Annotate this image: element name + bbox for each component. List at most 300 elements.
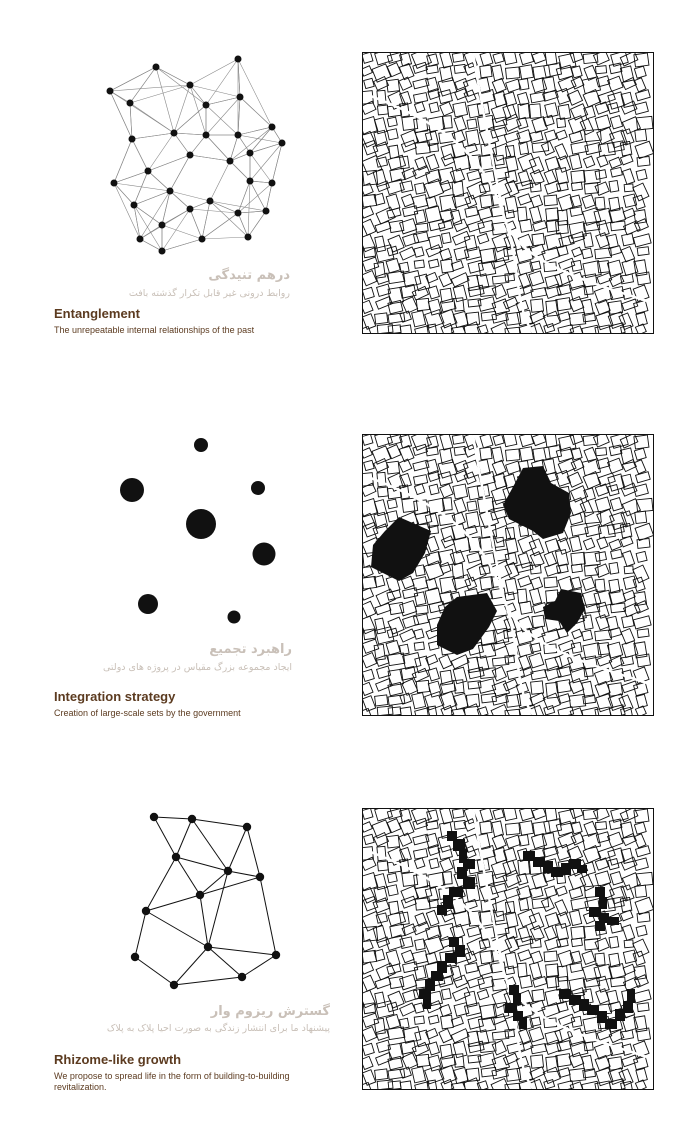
section-rhizome xyxy=(0,760,700,1134)
building-plot xyxy=(583,233,593,248)
building-plot xyxy=(364,78,375,88)
network-node xyxy=(153,64,160,71)
building-plot xyxy=(610,116,622,129)
building-plot xyxy=(609,197,620,211)
building-plot xyxy=(517,117,528,129)
building-plot xyxy=(478,207,492,219)
fa-subtitle: روابط درونی غیر قابل تکرار گذشته بافت xyxy=(128,288,290,299)
network-edge xyxy=(132,133,174,139)
entanglement-network-diagram xyxy=(90,45,310,275)
network-edge xyxy=(210,161,230,201)
network-node xyxy=(111,180,118,187)
network-node xyxy=(247,150,254,157)
en-title: Entanglement xyxy=(54,306,140,321)
building-plot xyxy=(529,271,544,286)
network-edge xyxy=(154,817,176,857)
network-node xyxy=(187,152,194,159)
building-plot xyxy=(505,210,515,219)
dot xyxy=(228,611,241,624)
network-edge xyxy=(130,103,132,139)
network-node xyxy=(142,907,150,915)
network-node xyxy=(269,124,276,131)
building-plot xyxy=(451,261,463,271)
en-title: Rhizome-like growth xyxy=(54,1052,182,1067)
building-plot xyxy=(414,93,428,104)
network-edge xyxy=(190,85,240,97)
building-plot xyxy=(477,234,488,244)
building-plot xyxy=(412,311,426,327)
network-edge xyxy=(190,59,238,85)
building-plot xyxy=(388,235,404,252)
building-plot xyxy=(454,64,466,73)
network-node xyxy=(243,823,251,831)
building-plot xyxy=(480,53,493,66)
network-edge xyxy=(146,857,176,911)
building-plot xyxy=(637,272,651,285)
network-node xyxy=(256,873,264,881)
network-edge xyxy=(130,103,174,133)
building-plot xyxy=(492,285,506,299)
building-plot xyxy=(609,157,621,168)
building-plot xyxy=(416,298,429,310)
building-plot xyxy=(400,325,412,333)
network-node xyxy=(247,178,254,185)
urban-fabric-map-integration xyxy=(362,434,654,716)
building-plot xyxy=(363,66,372,76)
network-edge xyxy=(206,105,238,135)
building-plot xyxy=(505,327,520,333)
building-plot xyxy=(636,312,647,326)
network-edge xyxy=(148,155,190,171)
building-plot xyxy=(414,210,426,224)
network-edge xyxy=(202,201,210,239)
building-plot xyxy=(429,259,440,268)
building-plot xyxy=(584,183,598,194)
network-edge xyxy=(170,155,190,191)
network-edge xyxy=(206,135,230,161)
network-edge xyxy=(174,133,206,135)
network-node xyxy=(137,236,144,243)
building-plot xyxy=(593,53,609,65)
building-plot xyxy=(556,130,567,140)
network-edge xyxy=(162,191,170,225)
network-edge xyxy=(202,237,248,239)
building-plot xyxy=(623,169,635,185)
building-plot xyxy=(611,221,626,231)
building-plot xyxy=(570,53,583,63)
building-plot xyxy=(427,54,439,66)
building-plot xyxy=(429,235,443,249)
building-plot xyxy=(441,259,454,273)
network-node xyxy=(129,136,136,143)
building-plot xyxy=(570,285,588,301)
network-edge xyxy=(162,239,202,251)
revitalized-chain xyxy=(589,887,619,931)
network-edge xyxy=(174,947,208,985)
network-node xyxy=(235,56,242,63)
building-plot xyxy=(400,247,416,260)
network-edge xyxy=(134,205,162,225)
building-plot xyxy=(518,103,530,118)
building-plot xyxy=(426,154,439,170)
building-plot xyxy=(530,206,542,222)
building-plot xyxy=(623,194,636,207)
network-node xyxy=(269,180,276,187)
building-plot xyxy=(388,325,401,333)
network-node xyxy=(131,953,139,961)
building-plot xyxy=(623,208,635,218)
building-plot xyxy=(376,157,387,167)
building-plot xyxy=(467,170,481,181)
building-plot xyxy=(582,248,593,259)
building-plot xyxy=(453,219,467,232)
building-plot xyxy=(465,207,478,218)
building-plot xyxy=(375,221,391,233)
network-edge xyxy=(230,135,238,161)
building-plot xyxy=(414,102,424,113)
network-edge xyxy=(206,97,240,105)
building-plot xyxy=(529,157,544,174)
building-plot xyxy=(609,180,619,192)
network-edge xyxy=(240,97,272,127)
building-plot xyxy=(453,285,467,302)
building-plot xyxy=(595,66,606,74)
network-node xyxy=(279,140,286,147)
network-node xyxy=(245,234,252,241)
building-plot xyxy=(468,260,484,273)
dot xyxy=(253,543,276,566)
building-plot xyxy=(518,194,531,205)
building-plot xyxy=(598,91,615,104)
fa-title: راهبرد تجمیع xyxy=(209,642,292,657)
integration-dots-diagram xyxy=(110,430,310,650)
building-plot xyxy=(624,184,633,192)
building-plot xyxy=(467,119,477,129)
building-plot xyxy=(531,288,547,298)
building-plot xyxy=(570,207,583,217)
network-edge xyxy=(156,67,190,85)
building-plot xyxy=(635,141,653,158)
network-edge xyxy=(250,181,266,211)
building-plot xyxy=(506,67,520,79)
building-plot xyxy=(454,116,466,131)
network-edge xyxy=(247,827,260,877)
revitalized-chain xyxy=(523,851,587,877)
building-plot xyxy=(634,102,649,115)
building-plot xyxy=(571,182,582,191)
building-plot xyxy=(442,233,452,244)
dot xyxy=(251,481,265,495)
building-plot xyxy=(440,180,451,191)
network-edge xyxy=(114,183,170,191)
large-block xyxy=(437,593,497,655)
building-plot xyxy=(414,260,424,268)
building-plot xyxy=(580,119,593,135)
network-edge xyxy=(148,133,174,171)
building-plot xyxy=(582,325,600,333)
building-plot xyxy=(517,207,527,221)
dot xyxy=(120,478,144,502)
en-subtitle: We propose to spread life in the form of building-to-building revitalization. xyxy=(54,1071,290,1092)
building-plot xyxy=(637,247,649,256)
building-plot xyxy=(375,236,386,252)
revitalized-chain xyxy=(419,937,465,1009)
building-plot xyxy=(401,194,414,207)
network-edge xyxy=(174,133,190,155)
network-edge xyxy=(238,213,248,237)
building-plot xyxy=(556,65,573,80)
building-plot xyxy=(595,182,609,195)
building-plot xyxy=(546,208,559,221)
building-plot xyxy=(503,104,517,120)
network-edge xyxy=(260,877,276,955)
building-plot xyxy=(387,117,397,127)
network-edge xyxy=(162,209,190,251)
building-plot xyxy=(480,65,492,78)
network-edge xyxy=(208,947,276,955)
building-plot xyxy=(633,234,651,247)
network-node xyxy=(187,206,194,213)
urban-fabric-map xyxy=(362,52,654,334)
building-plot xyxy=(375,313,388,324)
network-edge xyxy=(135,957,174,985)
building-plot xyxy=(363,287,374,299)
network-edge xyxy=(114,183,140,239)
building-plot xyxy=(543,311,560,327)
revitalized-chain xyxy=(437,831,475,915)
building-plot xyxy=(633,195,645,209)
network-edge xyxy=(200,877,260,895)
building-plot xyxy=(387,129,398,140)
building-plot xyxy=(503,53,517,65)
building-plot xyxy=(595,170,606,180)
building-plot xyxy=(531,195,543,207)
building-plot xyxy=(584,106,596,119)
network-edge xyxy=(114,171,148,183)
network-edge xyxy=(228,871,260,877)
network-edge xyxy=(250,143,282,153)
building-plot xyxy=(608,103,619,114)
building-plot xyxy=(415,183,426,194)
building-plot xyxy=(505,180,519,196)
network-node xyxy=(188,815,196,823)
network-edge xyxy=(156,67,206,105)
building-plot xyxy=(596,233,610,248)
section-integration xyxy=(0,380,700,740)
building-plot xyxy=(440,249,452,261)
building-plot xyxy=(636,116,653,130)
building-plot xyxy=(387,208,401,218)
building-plot xyxy=(622,117,640,134)
large-block xyxy=(543,589,585,633)
network-node xyxy=(203,102,210,109)
network-node xyxy=(150,813,158,821)
network-edge xyxy=(130,85,190,103)
building-plot xyxy=(363,234,375,252)
network-edge xyxy=(202,213,238,239)
network-edge xyxy=(228,827,247,871)
building-plot xyxy=(452,53,464,62)
network-node xyxy=(207,198,214,205)
network-node xyxy=(196,891,204,899)
building-plot xyxy=(363,314,376,330)
building-plot xyxy=(493,53,504,63)
building-plot xyxy=(532,233,545,245)
building-plot xyxy=(455,78,468,89)
building-plot xyxy=(438,78,457,96)
network-edge xyxy=(238,211,266,213)
network-node xyxy=(145,168,152,175)
building-plot xyxy=(518,171,530,186)
network-node xyxy=(167,188,174,195)
building-plot xyxy=(519,219,532,232)
building-plot xyxy=(597,155,608,167)
network-edge xyxy=(130,67,156,103)
network-edge xyxy=(208,947,242,977)
building-plot xyxy=(558,104,571,119)
building-plot xyxy=(518,153,536,171)
fa-subtitle: ایجاد مجموعه بزرگ مقیاس در پروژه های دولتی xyxy=(103,662,292,673)
network-node xyxy=(204,943,212,951)
network-edge xyxy=(114,139,132,183)
building-plot xyxy=(636,90,651,101)
network-edge xyxy=(200,895,208,947)
network-edge xyxy=(110,85,190,91)
building-plot xyxy=(478,220,494,233)
large-block xyxy=(503,466,571,539)
dot xyxy=(138,594,158,614)
building-plot xyxy=(468,220,485,232)
building-plot xyxy=(402,116,418,130)
dot xyxy=(186,509,216,539)
building-plot xyxy=(545,130,557,142)
building-plot xyxy=(438,221,452,231)
building-plot xyxy=(544,324,555,333)
building-plot xyxy=(363,131,375,147)
network-edge xyxy=(190,209,202,239)
network-edge xyxy=(206,59,238,105)
building-plot xyxy=(636,169,647,180)
network-edge xyxy=(140,239,162,251)
building-plot xyxy=(635,129,647,141)
building-plot xyxy=(531,299,544,312)
building-plot xyxy=(634,78,646,92)
building-plot xyxy=(363,170,378,185)
network-edge xyxy=(230,161,250,181)
network-edge xyxy=(238,59,272,127)
network-node xyxy=(272,951,280,959)
building-plot xyxy=(529,104,541,119)
network-edge xyxy=(190,155,230,161)
building-plot xyxy=(607,234,618,248)
network-edge xyxy=(174,977,242,985)
building-plot xyxy=(622,233,634,245)
building-plot xyxy=(609,323,625,333)
building-plot xyxy=(451,273,469,287)
building-plot xyxy=(569,131,582,142)
network-edge xyxy=(148,171,170,191)
building-plot xyxy=(544,195,557,206)
network-node xyxy=(170,981,178,989)
network-node xyxy=(159,248,166,255)
building-plot xyxy=(377,324,393,333)
large-block xyxy=(371,517,431,581)
building-plot xyxy=(505,273,515,281)
network-node xyxy=(107,88,114,95)
building-plot xyxy=(452,231,470,245)
building-plot xyxy=(520,53,534,65)
building-plot xyxy=(520,65,534,79)
building-plot xyxy=(440,102,453,116)
building-plot xyxy=(363,300,373,313)
fa-title: گسترش ریزوم وار xyxy=(210,1004,330,1019)
fa-subtitle: پیشنهاد ما برای انتشار زندگی به صورت احیا پلاک به پلاک xyxy=(106,1023,330,1034)
building-plot xyxy=(582,195,595,209)
building-plot xyxy=(637,156,650,166)
revitalized-chain xyxy=(505,985,527,1029)
network-edge xyxy=(114,183,134,205)
network-node xyxy=(187,82,194,89)
network-edge xyxy=(200,871,228,895)
building-plot xyxy=(387,63,401,77)
network-edge xyxy=(248,181,250,237)
network-edge xyxy=(190,135,206,155)
building-plot xyxy=(386,258,400,273)
en-title: Integration strategy xyxy=(54,689,176,704)
network-edge xyxy=(192,819,247,827)
network-node xyxy=(235,132,242,139)
building-plot xyxy=(429,102,439,113)
building-plot xyxy=(416,223,429,232)
building-plot xyxy=(400,181,413,193)
network-edge xyxy=(146,911,208,947)
network-node xyxy=(235,210,242,217)
building-plot xyxy=(584,170,601,184)
network-edge xyxy=(162,225,202,239)
building-plot xyxy=(492,275,508,284)
building-plot xyxy=(363,219,376,235)
building-plot xyxy=(611,167,623,177)
building-plot xyxy=(545,181,561,194)
network-edge xyxy=(176,819,192,857)
building-plot xyxy=(634,66,646,78)
building-plot xyxy=(568,116,585,134)
network-edge xyxy=(206,97,240,135)
building-plot xyxy=(532,53,546,64)
network-node xyxy=(238,973,246,981)
revitalized-chain xyxy=(559,989,635,1029)
network-edge xyxy=(134,171,148,205)
building-plot xyxy=(363,257,379,271)
building-plot xyxy=(414,247,424,257)
building-plot xyxy=(363,271,377,286)
building-plot xyxy=(571,170,585,183)
building-plot xyxy=(428,286,439,299)
building-plot xyxy=(400,53,412,66)
building-plot xyxy=(622,77,636,89)
building-plot xyxy=(624,221,641,235)
network-edge xyxy=(238,135,282,143)
building-plot xyxy=(519,79,529,90)
network-node xyxy=(227,158,234,165)
building-plot xyxy=(439,273,452,287)
building-plot xyxy=(376,273,389,284)
network-node xyxy=(224,867,232,875)
network-node xyxy=(131,202,138,209)
building-plot xyxy=(610,130,628,148)
building-plot xyxy=(491,258,505,269)
building-plot xyxy=(559,53,576,69)
